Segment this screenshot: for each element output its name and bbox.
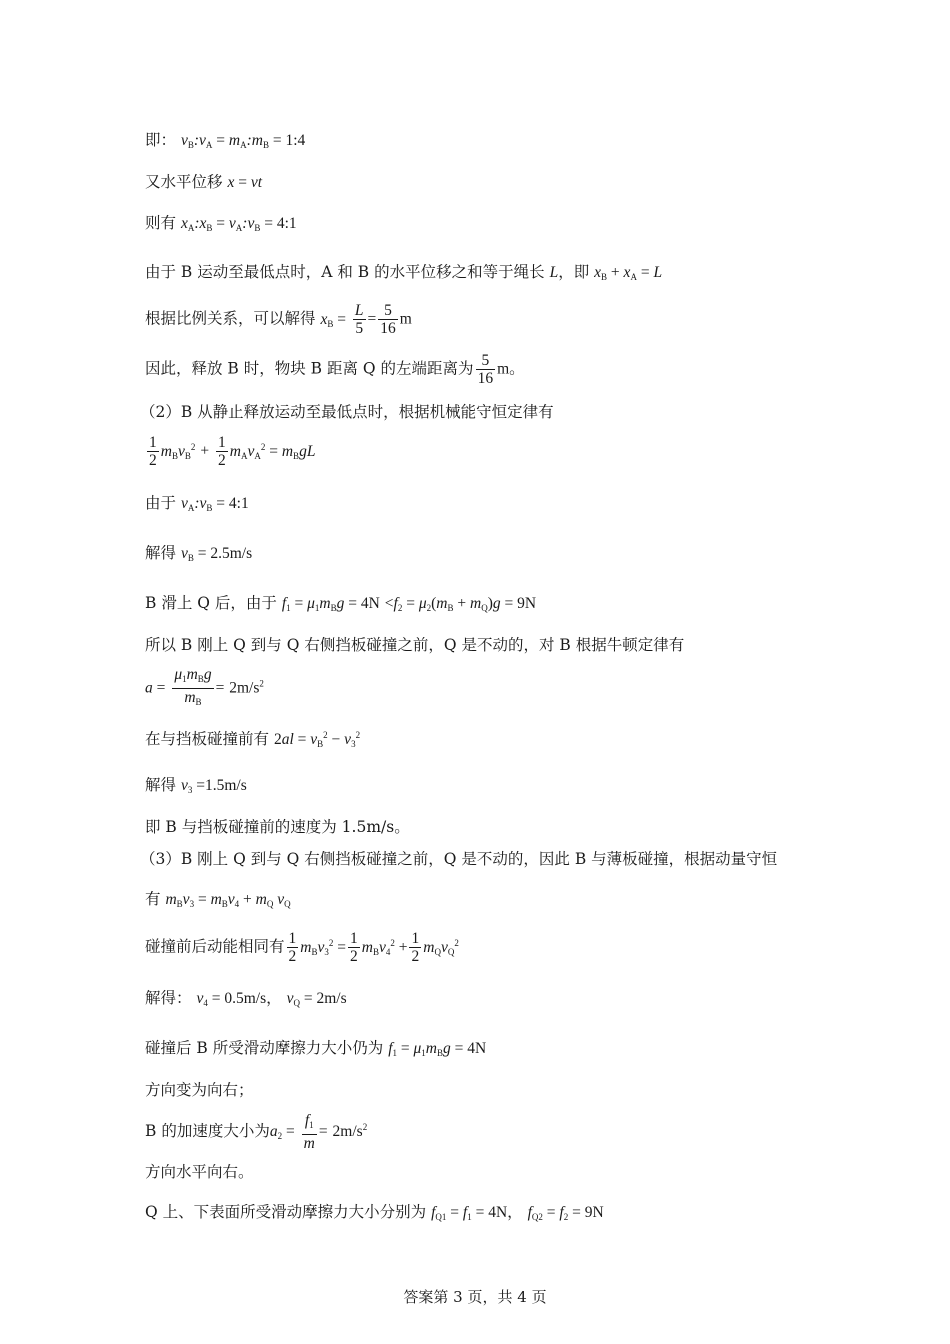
direction-line-2 [145, 1162, 254, 1182]
unit: m [497, 360, 510, 378]
part3-heading [140, 849, 777, 869]
kinetic-energy-line: 碰撞前后动能相同有 $\frac{1}{2}$ $m_Bv_3^2$ = $\frac{1}{2}$ $m_Bv_4^2$ + $\frac{1}{2}$ $m_Qv_Q^2$ [145, 930, 459, 965]
math-expr: $v_B:v_A$ = $m_A:m_B$ = [180, 132, 282, 150]
math-expr: $2al = v_B^2 - v_3^2$ [273, 730, 361, 749]
math-value: 9N [584, 1204, 604, 1221]
v4-vq-result-line: 解得： $v_4 = 0.5m/s$， $v_Q = 2m/s$ [145, 989, 347, 1008]
line-text: 所以 B 刚上 Q 到与 Q 右侧挡板碰撞之前，Q 是不动的，对 B 根据牛顿定律有 [145, 636, 685, 654]
page-footer: 答案第 3 页，共 4 页 [403, 1288, 547, 1306]
math-expr: $x_A:x_B$ = $v_A:v_B$ = [180, 215, 273, 233]
math-value: 2.5m/s [210, 545, 253, 562]
newton-intro-line [145, 635, 684, 655]
fraction: $\frac{f_1}{m}$ [303, 1112, 315, 1152]
line-text: ，即 [558, 263, 590, 281]
fraction: $\frac{1}{2}$ [411, 930, 420, 965]
momentum-line [145, 889, 291, 914]
friction-compare-line [145, 593, 536, 618]
math-value: 0.5m/s [224, 990, 267, 1007]
math-expr: $f_1 = \mu_1m_Bg$ = [281, 595, 358, 613]
displacement-line [145, 172, 262, 193]
math-expr: $v_3$ = [180, 777, 205, 795]
math-expr: $f_{Q1} = f_1$ = [431, 1204, 485, 1222]
fraction: $\frac{L}{5}$ [354, 302, 364, 337]
acceleration-equation: a = $\frac{\mu_1m_Bg}{m_B}$ = $2m/s^2$ [145, 666, 264, 711]
line-text: 解得： [145, 989, 192, 1007]
vb-result-line [145, 543, 252, 568]
math-value: 4N [360, 595, 380, 612]
fraction: $\frac{1}{2}$ [149, 434, 157, 469]
friction-after-line [145, 1038, 486, 1063]
unit: m [399, 310, 412, 328]
math-expr: $x_B + x_A = L$ [594, 264, 663, 282]
line-text: （2）B 从静止释放运动至最低点时，根据机械能守恒定律有 [140, 403, 554, 421]
line-text: B 滑上 Q 后，由于 [145, 594, 277, 612]
line-text: 解得 [145, 776, 177, 794]
math-value: 2m/s [229, 679, 260, 697]
line-text: B 的加速度大小为 [145, 1122, 270, 1140]
math-value: 2m/s [316, 990, 347, 1007]
line-text: 由于 B 运动至最低点时，A 和 B 的水平位移之和等于绳长 [145, 263, 545, 281]
line-text: ， [507, 1203, 523, 1221]
fraction: $\frac{5}{16}$ [477, 352, 494, 387]
math-value: 2m/s [332, 1123, 363, 1140]
ratio-line [145, 130, 305, 155]
line-text: （3）B 刚上 Q 到与 Q 右侧挡板碰撞之前，Q 是不动的，因此 B 与薄板碰撞，根据动量守恒 [140, 850, 778, 868]
line-text: 则有 [145, 214, 177, 232]
math-expr: $v_4$ = [196, 990, 221, 1008]
b-acceleration-line: B 的加速度大小为$a_2$ = $\frac{f_1}{m}$ = $2m/s^2$ [145, 1112, 368, 1152]
math-value: 4:1 [276, 215, 297, 232]
fraction: $\frac{5}{16}$ [380, 302, 396, 337]
math-expr: L [549, 264, 559, 281]
fraction: $\frac{\mu_1m_Bg}{m_B}$ [174, 666, 212, 707]
line-text: 根据比例关系，可以解得 [145, 309, 316, 328]
math-value: 9N [517, 595, 537, 612]
line-text: 有 [145, 890, 161, 908]
math-expr: $x_B$ = [320, 310, 346, 329]
math-expr: $m_Bv_3 = m_Bv_4 + m_Q$ $v_Q$ [165, 891, 291, 909]
va-vb-line [145, 493, 249, 518]
line-text: 。 [509, 359, 525, 378]
math-value: 4N [488, 1204, 508, 1221]
energy-equation: $\frac{1}{2}$ $m_Bv_B^2$ + $\frac{1}{2}$ $m_Av_A^2 = m_BgL$ [149, 434, 316, 469]
kinematics-line [145, 725, 360, 754]
rope-length-line [145, 262, 662, 287]
math-expr: $v_A:v_B$ = [180, 495, 226, 513]
line-text: 碰撞前后动能相同有 [145, 937, 285, 956]
math-expr: $<f_2 = \mu_2(m_B + m_Q)g$ = [384, 595, 514, 613]
xb-solve-line: 根据比例关系，可以解得 $x_B$ = $\frac{L}{5}$ = $\frac{5}{16}$ m [145, 302, 412, 337]
math-value: 1:4 [285, 132, 306, 149]
q-friction-line [145, 1202, 604, 1227]
fraction: $\frac{1}{2}$ [218, 434, 226, 469]
math-expr: x = vt [227, 174, 263, 191]
xa-xb-line [145, 213, 297, 238]
math-expr: $v_Q$ = [286, 990, 313, 1008]
v3-result-line [145, 775, 247, 800]
line-text: 解得 [145, 544, 177, 562]
part2-heading [140, 402, 554, 422]
math-expr: $f_{Q2} = f_2$ = [527, 1204, 581, 1222]
direction-line-1 [145, 1080, 254, 1100]
fraction: $\frac{1}{2}$ [350, 930, 358, 965]
line-text: 因此，释放 B 时，物块 B 距离 Q 的左端距离为 [145, 359, 474, 378]
line-text: 即 B 与挡板碰撞前的速度为 1.5m/s。 [145, 818, 410, 836]
math-expr: $v_B$ = [180, 545, 207, 563]
line-text: 即： [145, 131, 177, 149]
release-distance-line [145, 352, 525, 387]
line-text: 在与挡板碰撞前有 [145, 730, 270, 748]
math-value: 1.5m/s [204, 777, 247, 794]
line-text: 方向变为向右； [145, 1081, 254, 1099]
v3-conclusion-line [145, 817, 410, 837]
fraction: $\frac{1}{2}$ [288, 930, 297, 965]
math-expr: $f_1 = \mu_1m_Bg$ = [388, 1040, 464, 1058]
math-value: 4N [467, 1040, 487, 1057]
line-text: 又水平位移 [145, 173, 223, 191]
line-text: 碰撞后 B 所受滑动摩擦力大小仍为 [145, 1039, 384, 1057]
line-text: Q 上、下表面所受滑动摩擦力大小分别为 [145, 1203, 427, 1221]
math-value: 4:1 [228, 495, 249, 512]
line-text: 由于 [145, 494, 177, 512]
line-text: 方向水平向右。 [145, 1163, 254, 1181]
